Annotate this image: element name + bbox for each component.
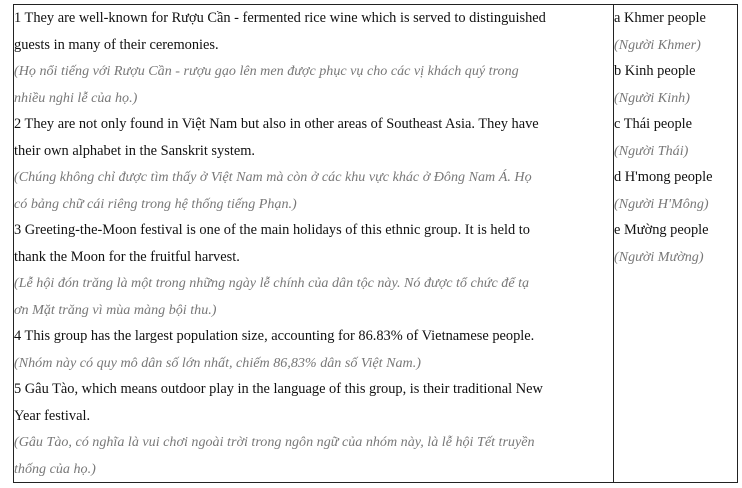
question-4-translation-line-1: (Nhóm này có quy mô dân số lớn nhất, chiếm 86,83% dân số Việt Nam.)	[14, 354, 421, 371]
answer-c-translation: (Người Thái)	[614, 142, 689, 159]
question-item-4	[14, 323, 613, 376]
answer-d-label: d H'mong people	[614, 169, 713, 185]
question-5-translation-line-1: (Gâu Tào, có nghĩa là vui chơi ngoài trời trong ngôn ngữ của nhóm này, là lễ hội Tết truyền	[14, 434, 535, 450]
question-1-translation-line-2: nhiều nghi lễ của họ.)	[14, 89, 138, 106]
question-4-english-line-1: 4 This group has the largest population size, accounting for 86.83% of Vietnamese people.	[14, 328, 535, 344]
answer-item-d	[614, 164, 737, 217]
question-2-english-line-1: 2 They are not only found in Việt Nam but also in other areas of Southeast Asia. They have	[14, 116, 539, 132]
matching-row	[14, 5, 738, 483]
answer-e-translation: (Người Mường)	[614, 248, 704, 265]
question-3-translation-line-1: (Lễ hội đón trăng là một trong những ngày lễ chính của dân tộc này. Nó được tổ chức để tạ	[14, 275, 530, 291]
question-item-1	[14, 5, 613, 111]
questions-column	[14, 5, 614, 483]
matching-table	[13, 4, 738, 483]
answer-item-e	[614, 217, 737, 270]
answer-item-a	[614, 5, 737, 58]
answer-b-translation: (Người Kinh)	[614, 89, 690, 106]
question-item-2	[14, 111, 613, 217]
answer-a-translation: (Người Khmer)	[614, 36, 701, 53]
answer-b-label: b Kinh people	[614, 63, 696, 79]
answer-item-c	[614, 111, 737, 164]
question-3-translation-line-2: ơn Mặt trăng vì mùa màng bội thu.)	[14, 301, 217, 318]
question-1-translation-line-1: (Họ nổi tiếng với Rượu Cần - rượu gạo lên men được phục vụ cho các vị khách quý trong	[14, 63, 519, 79]
answer-a-label: a Khmer people	[614, 10, 706, 26]
answer-d-translation: (Người H'Mông)	[614, 195, 709, 212]
question-5-english-line-1: 5 Gâu Tào, which means outdoor play in the language of this group, is their traditional New	[14, 381, 543, 397]
answer-c-label: c Thái people	[614, 116, 693, 132]
question-3-english-line-2: thank the Moon for the fruitful harvest.	[14, 248, 240, 265]
question-5-english-line-2: Year festival.	[14, 407, 91, 424]
question-2-translation-line-1: (Chúng không chỉ được tìm thấy ở Việt Nam mà còn ở các khu vực khác ở Đông Nam Á. Họ	[14, 169, 532, 185]
answer-item-b	[614, 58, 737, 111]
question-1-english-line-2: guests in many of their ceremonies.	[14, 36, 219, 53]
question-5-translation-line-2: thống của họ.)	[14, 460, 96, 477]
question-3-english-line-1: 3 Greeting-the-Moon festival is one of the main holidays of this ethnic group. It is held to	[14, 222, 530, 238]
question-item-3	[14, 217, 613, 323]
question-2-translation-line-2: có bảng chữ cái riêng trong hệ thống tiếng Phạn.)	[14, 195, 297, 212]
question-2-english-line-2: their own alphabet in the Sanskrit system.	[14, 142, 256, 159]
answers-column	[614, 5, 738, 483]
question-1-english-line-1: 1 They are well-known for Rượu Cần - fermented rice wine which is served to distinguished	[14, 10, 546, 26]
answer-e-label: e Mường people	[614, 222, 709, 238]
question-item-5	[14, 376, 613, 482]
